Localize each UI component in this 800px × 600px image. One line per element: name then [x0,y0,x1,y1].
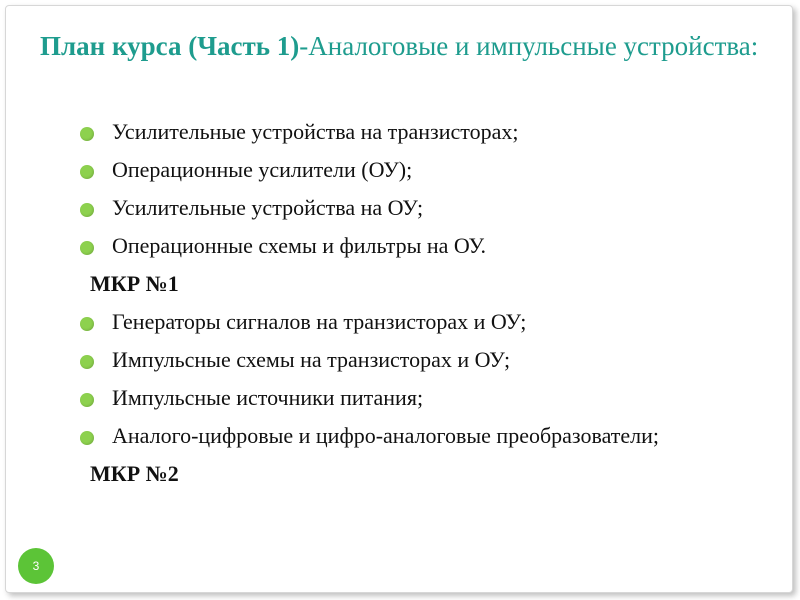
list-item [80,422,740,450]
list-item-text: Генераторы сигналов на транзисторах и ОУ; [112,309,527,334]
green-circle-bullet-icon [80,165,94,179]
slide-title-bold: План курса (Часть 1) [40,31,300,61]
list-item-text: Операционные усилители (ОУ); [112,157,413,182]
list-item-text: Усилительные устройства на ОУ; [112,195,424,220]
list-item-text: Усилительные устройства на транзисторах; [112,119,519,144]
mkr-heading-1: МКР №1 [90,271,179,296]
list-item-text: Импульсные схемы на транзисторах и ОУ; [112,347,511,372]
green-circle-bullet-icon [80,393,94,407]
mkr-heading-2: МКР №2 [90,461,179,486]
course-plan-list [80,118,740,498]
list-item [80,194,740,222]
list-item [80,346,740,374]
list-item [80,308,740,336]
list-item-text: Операционные схемы и фильтры на ОУ. [112,233,487,258]
list-item [80,232,740,260]
slide-title-rest: -Аналоговые и импульсные устройства: [299,31,759,61]
list-item [80,384,740,412]
green-circle-bullet-icon [80,203,94,217]
green-circle-bullet-icon [80,431,94,445]
green-circle-bullet-icon [80,355,94,369]
green-circle-bullet-icon [80,241,94,255]
green-circle-bullet-icon [80,317,94,331]
page-number-badge: 3 [18,548,54,584]
slide-title [40,28,760,65]
list-item-text: Аналого-цифровые и цифро-аналоговые преобразователи; [112,423,660,448]
list-item [80,156,740,184]
list-item-text: Импульсные источники питания; [112,385,424,410]
list-item [80,118,740,146]
green-circle-bullet-icon [80,127,94,141]
